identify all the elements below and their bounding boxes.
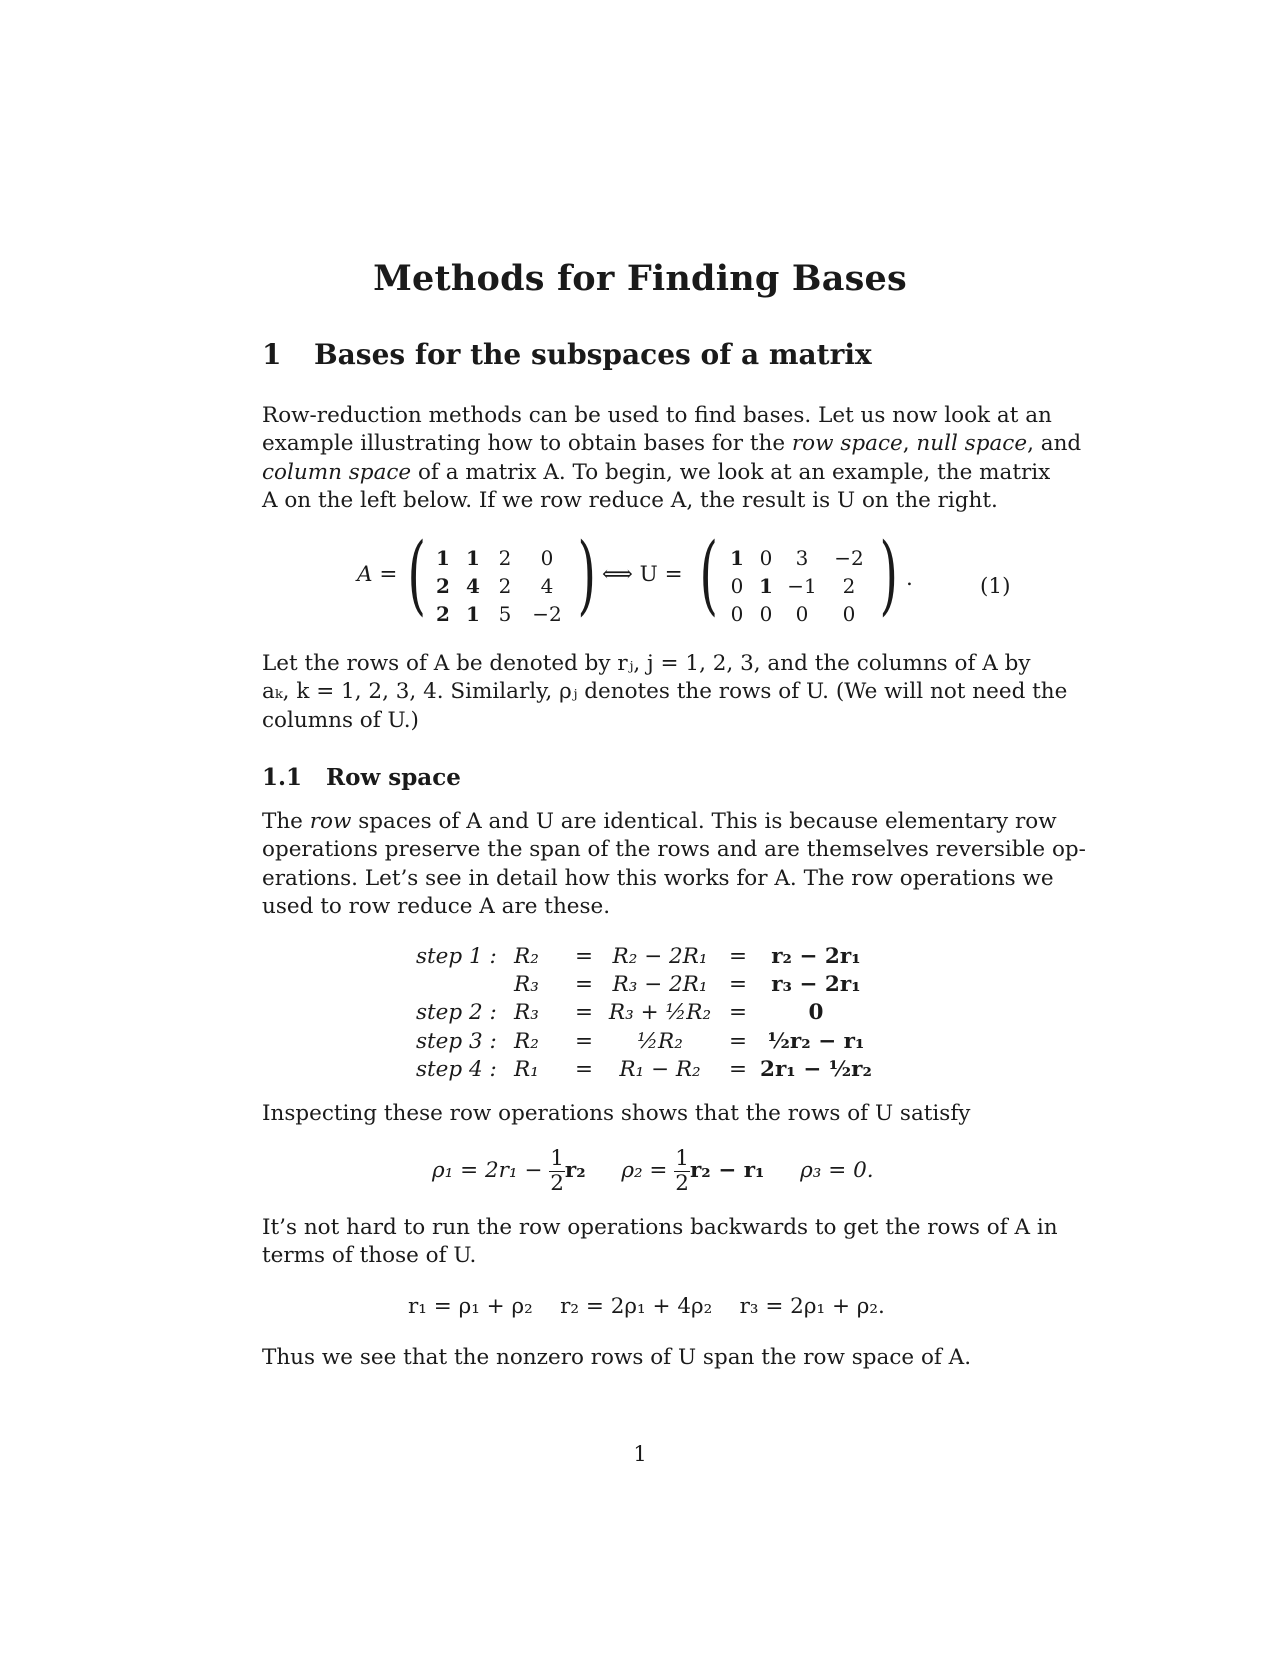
one-half-fraction: $\frac{1}{2}$ <box>675 1146 689 1196</box>
document-title: Methods for Finding Bases <box>373 258 907 299</box>
step-row: step 2 : R₃ = R₃ + ½R₂ = 0 <box>416 1000 824 1026</box>
notation-line-1: Let the rows of A be denoted by rⱼ, j = 1, 2, 3, and the columns of A by <box>262 651 1031 676</box>
page-number: 1 <box>633 1442 647 1466</box>
rowspace-line-1: The row spaces of A and U are identical. This is because elementary row <box>262 809 1057 834</box>
matrix-A-row: 2 1 5 −2 <box>436 602 562 626</box>
backwards-paragraph <box>262 1214 1058 1271</box>
matrix-A <box>428 544 572 628</box>
section-title: Bases for the subspaces of a matrix <box>314 338 872 371</box>
notation-line-2: aₖ, k = 1, 2, 3, 4. Similarly, ρⱼ denotes the rows of U. (We will not need the <box>262 679 1068 705</box>
notation-paragraph <box>262 650 1068 735</box>
equation-number: (1) <box>980 574 1011 599</box>
notation-line-3: columns of U.) <box>262 707 419 733</box>
rho-equations: ρ₁ = 2r₁ − $\frac{1}{2}$ r₂ ρ₂ = $\frac{1}{2}$ r₂ − r₁ ρ₃ = 0. <box>432 1146 874 1196</box>
intro-paragraph <box>262 402 1082 516</box>
rowspace-line-2: operations preserve the span of the rows and are themselves reversible op- <box>262 837 1086 863</box>
matrix-A-row: 2 4 2 4 <box>436 574 554 598</box>
equation-period: . <box>906 566 913 591</box>
step-row: R₃ = R₃ − 2R₁ = r₃ − 2r₁ <box>514 971 861 997</box>
rowspace-paragraph <box>262 808 1086 922</box>
matrix-U-left-paren: ( <box>699 525 719 625</box>
rowspace-line-4: used to row reduce A are these. <box>262 894 611 920</box>
subsection-number: 1.1 <box>262 764 303 791</box>
section-heading <box>262 338 872 371</box>
subsection-title: Row space <box>326 764 461 791</box>
rowspace-line-3: erations. Let’s see in detail how this works for A. The row operations we <box>262 865 1054 891</box>
row-operations-steps <box>416 942 872 1083</box>
rho3-expression: ρ₃ = 0. <box>800 1158 874 1183</box>
step-row: step 1 : R₂ = R₂ − 2R₁ = r₂ − 2r₁ <box>416 943 861 969</box>
equivalence-arrow: ⟺ U = <box>602 562 683 587</box>
matrix-U-row: 0 1 −1 2 <box>730 574 856 598</box>
step-row: step 3 : R₂ = ½R₂ = ½r₂ − r₁ <box>416 1028 865 1054</box>
subsection-heading <box>262 764 461 791</box>
matrix-U-right-paren: ) <box>879 525 899 625</box>
intro-line-1: Row-reduction methods can be used to find bases. Let us now look at an <box>262 403 1052 428</box>
intro-line-2: example illustrating how to obtain bases for the row space, null space, and <box>262 431 1082 457</box>
intro-line-3: column space of a matrix A. To begin, we look at an example, the matrix <box>262 459 1051 485</box>
r-equations: r₁ = ρ₁ + ρ₂ r₂ = 2ρ₁ + 4ρ₂ r₃ = 2ρ₁ + ρ₂. <box>408 1294 885 1319</box>
inspect-paragraph <box>262 1100 1008 1128</box>
backwards-line-1: It’s not hard to run the row operations backwards to get the rows of A in <box>262 1215 1058 1240</box>
rho1-expression: ρ₁ = 2r₁ − <box>432 1158 543 1183</box>
conclusion-paragraph <box>262 1344 1008 1372</box>
rho2-expression: ρ₂ = <box>621 1158 668 1183</box>
matrix-U <box>722 544 874 628</box>
one-half-fraction: $\frac{1}{2}$ <box>550 1146 564 1196</box>
section-number: 1 <box>262 338 282 371</box>
matrix-A-left-paren: ( <box>407 525 427 625</box>
matrix-A-right-paren: ) <box>577 525 597 625</box>
intro-line-4: A on the left below. If we row reduce A, the result is U on the right. <box>262 488 998 514</box>
matrix-A-row: 1 1 2 0 <box>436 546 554 570</box>
matrix-A-label: A = <box>357 562 398 587</box>
backwards-line-2: terms of those of U. <box>262 1243 477 1269</box>
step-row: step 4 : R₁ = R₁ − R₂ = 2r₁ − ½r₂ <box>416 1056 872 1082</box>
conclusion-line: Thus we see that the nonzero rows of U span the row space of A. <box>262 1345 972 1370</box>
inspect-line: Inspecting these row operations shows that the rows of U satisfy <box>262 1101 971 1126</box>
matrix-U-row: 0 0 0 0 <box>730 602 856 626</box>
matrix-U-row: 1 0 3 −2 <box>730 546 864 570</box>
